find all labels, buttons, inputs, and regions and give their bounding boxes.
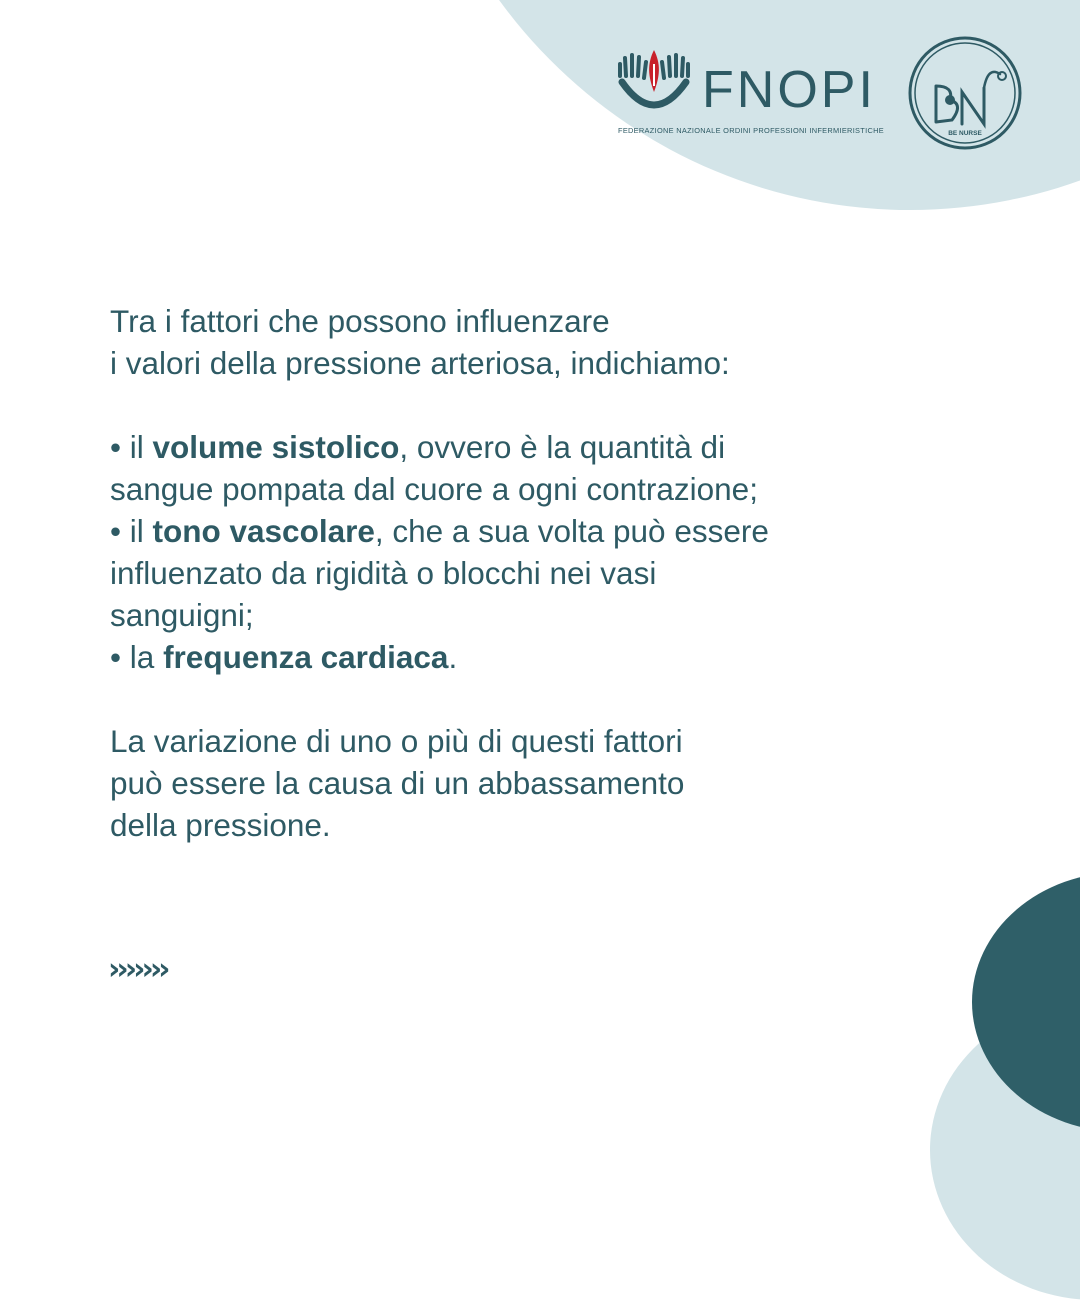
factor-1-detail: sangue pompata dal cuore a ogni contrazione; bbox=[110, 471, 758, 507]
factor-2-detail: influenzato da rigidità o blocchi nei vasi bbox=[110, 555, 657, 591]
factor-2 bbox=[110, 513, 769, 633]
factor-3-prefix: • la bbox=[110, 639, 164, 675]
factor-2-suffix: , che a sua volta può essere bbox=[374, 513, 769, 549]
hands-heart-icon bbox=[614, 46, 694, 118]
intro-line-1: Tra i fattori che possono influenzare bbox=[110, 303, 610, 339]
factor-1 bbox=[110, 429, 758, 507]
next-arrows-icon[interactable]: ››››››› bbox=[108, 952, 167, 987]
conclusion-line-1: La variazione di uno o più di questi fattori bbox=[110, 723, 683, 759]
conclusion-line-3: della pressione. bbox=[110, 807, 331, 843]
intro-paragraph bbox=[110, 300, 1010, 384]
factor-1-prefix: • il bbox=[110, 429, 153, 465]
conclusion-paragraph bbox=[110, 720, 1010, 846]
factor-3-suffix: . bbox=[448, 639, 458, 675]
fnopi-logo bbox=[614, 46, 884, 138]
factor-3-term: frequenza cardiaca bbox=[163, 639, 449, 675]
main-text bbox=[110, 300, 1010, 846]
conclusion-line-2: può essere la causa di un abbassamento bbox=[110, 765, 685, 801]
factor-2-prefix: • il bbox=[110, 513, 153, 549]
factor-2-detail-2: sanguigni; bbox=[110, 597, 254, 633]
factor-2-term: tono vascolare bbox=[152, 513, 375, 549]
fnopi-wordmark: FNOPI bbox=[702, 61, 876, 119]
factor-list bbox=[110, 426, 1010, 678]
fnopi-subtitle: FEDERAZIONE NAZIONALE ORDINI PROFESSIONI INFERMIERISTICHE bbox=[618, 126, 884, 135]
benurse-label: BE NURSE bbox=[948, 130, 982, 137]
intro-line-2: i valori della pressione arteriosa, indichiamo: bbox=[110, 345, 730, 381]
benurse-logo bbox=[906, 34, 1024, 152]
factor-1-term: volume sistolico bbox=[152, 429, 400, 465]
factor-3 bbox=[110, 639, 457, 675]
factor-1-suffix: , ovvero è la quantità di bbox=[399, 429, 726, 465]
